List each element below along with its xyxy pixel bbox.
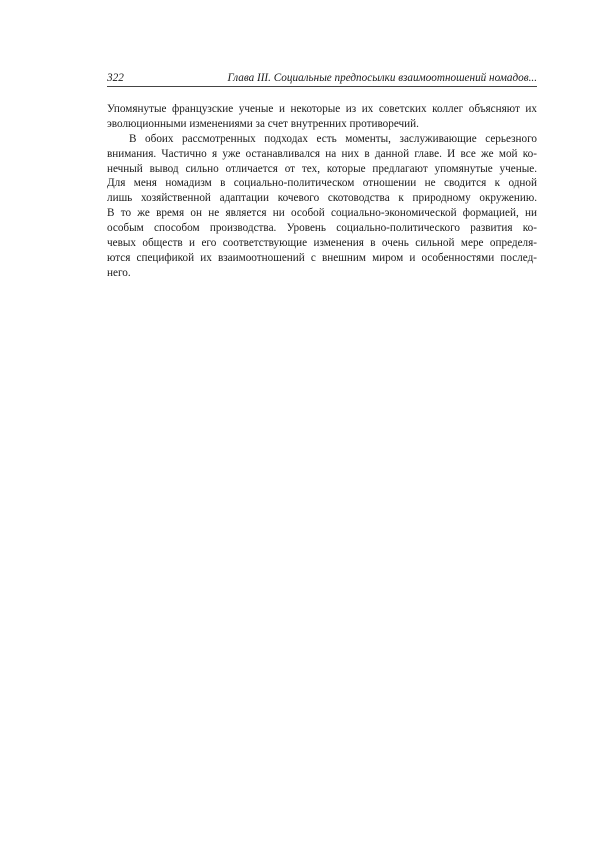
text-line: ются спецификой их взаимоотношений с внешним миром и особенностями послед- — [107, 251, 537, 264]
text-line: В обоих рассмотренных подходах есть моменты, заслуживающие серьезного — [129, 132, 537, 145]
text-line: лишь хозяйственной адаптации кочевого скотоводства к природному окружению. — [107, 192, 537, 205]
page-number: 322 — [107, 72, 124, 84]
text-line: эволюционными изменениями за счет внутренних противоречий. — [107, 117, 419, 130]
text-line: Для меня номадизм в социально-политическом отношении не сводится к одной — [107, 177, 537, 190]
text-line: чевых обществ и его соответствующие изменения в очень сильной мере определя- — [107, 237, 537, 250]
chapter-title: Глава III. Социальные предпосылки взаимоотношений номадов... — [227, 72, 537, 84]
text-line: Упомянутые французские ученые и некоторые из их советских коллег объясняют их — [107, 103, 537, 115]
text-line: внимания. Частично я уже останавливался на них в данной главе. И все же мой ко- — [107, 147, 537, 160]
text-line: нечный вывод сильно отличается от тех, которые предлагают упомянутые ученые. — [107, 162, 537, 175]
text-line: него. — [107, 266, 131, 279]
text-line: В то же время он не является ни особой социально-экономической формацией, ни — [107, 207, 537, 220]
running-header — [107, 70, 537, 87]
text-line: особым способом производства. Уровень социально-политического развития ко- — [107, 222, 537, 235]
body-text — [107, 102, 537, 281]
